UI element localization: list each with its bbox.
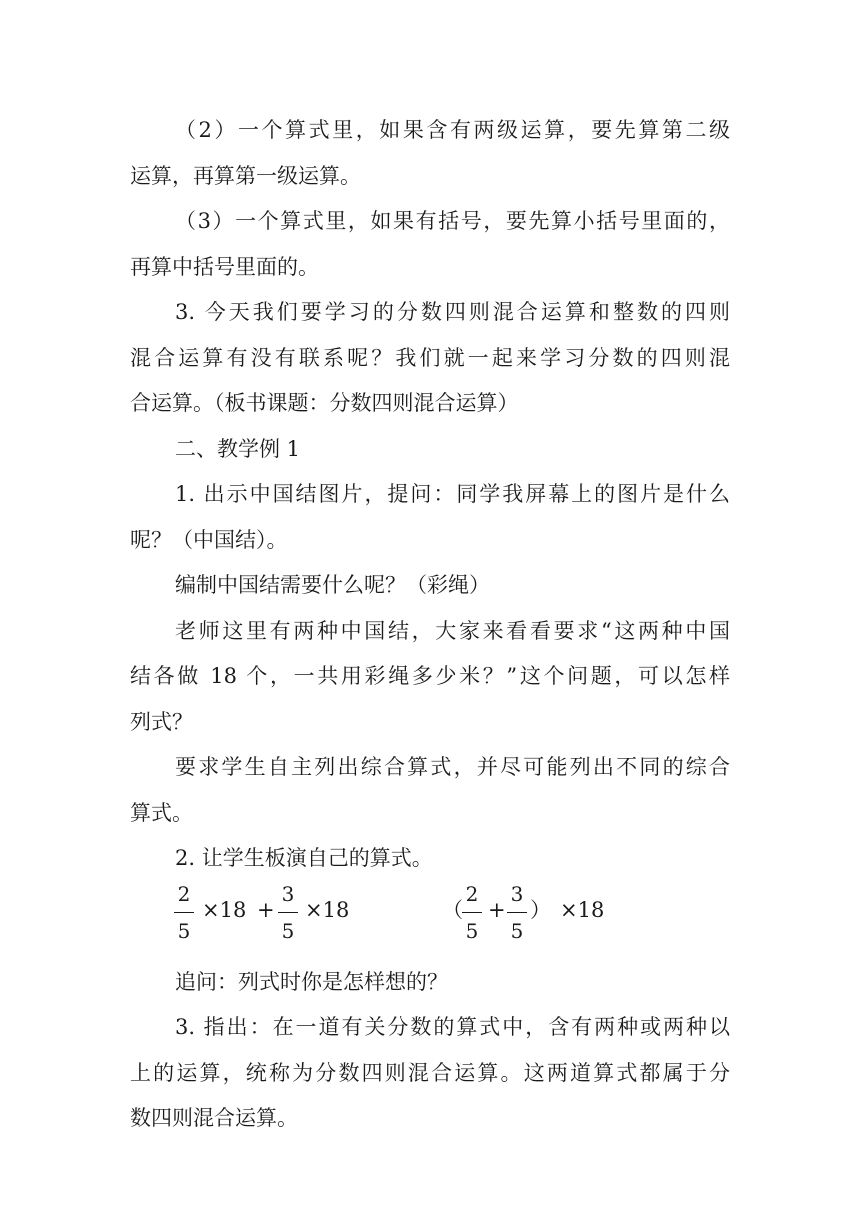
text-line: 编制中国结需要什么呢？（彩绳） [175,573,490,597]
paragraph-intro [130,290,730,427]
paragraph-follow-up [130,960,730,1006]
right-paren: ） [530,897,551,922]
text-line: 呢？（中国结）。 [130,527,288,552]
fraction [460,882,484,943]
paragraph-problem [130,609,730,746]
text-line: （2）一个算式里，如果含有两级运算，要先算第二级 [175,118,730,142]
fraction-bar [462,912,482,913]
text-line: 追问：列式时你是怎样想的？ [175,969,448,994]
text-line: 算式。 [130,800,193,825]
numerator: 2 [465,881,479,906]
text-line: 列式？ [130,709,193,734]
fraction [276,882,300,943]
operator-times: ×18 [202,897,247,922]
paragraph-conclusion [130,1005,730,1142]
text-line: 2. 让学生板演自己的算式。 [175,846,433,870]
text-line: 老师这里有两种中国结，大家来看看要求“这两种中国 [175,618,730,643]
section-heading [130,427,730,473]
formula-row [130,882,730,960]
operator-times: ×18 [305,897,350,922]
text-line: 3. 指出：在一道有关分数的算式中，含有两种或两种以 [175,1015,730,1039]
denominator: 5 [465,918,479,943]
text-line: 结各做 18 个，一共用彩绳多少米？”这个问题，可以怎样 [130,664,730,688]
denominator: 5 [177,918,191,943]
operator-plus: + [257,897,275,922]
paragraph-board [130,836,730,882]
fraction [505,882,529,943]
operator-plus: + [488,897,506,922]
fraction-bar [278,912,298,913]
paragraph-show-picture [130,472,730,563]
numerator: 3 [510,881,524,906]
text-line: 合运算。（板书课题：分数四则混合运算） [130,391,519,415]
text-line: 1. 出示中国结图片，提问：同学我屏幕上的图片是什么 [175,482,730,506]
text-line: 运算，再算第一级运算。 [130,163,361,188]
paragraph-rule-3 [130,199,730,290]
denominator: 5 [281,918,295,943]
denominator: 5 [510,918,524,943]
paragraph-question [130,563,730,609]
fraction-bar [174,912,194,913]
text-line: 混合运算有没有联系呢？我们就一起来学习分数的四则混 [130,345,730,370]
text-line: 数四则混合运算。 [130,1106,298,1130]
text-line: 上的运算，统称为分数四则混合运算。这两道算式都属于分 [130,1060,730,1085]
document-body [130,108,730,1142]
numerator: 3 [281,881,295,906]
text-line: 3. 今天我们要学习的分数四则混合运算和整数的四则 [175,300,730,324]
fraction [172,882,196,943]
text-line: 要求学生自主列出综合算式，并尽可能列出不同的综合 [175,755,730,779]
fraction-bar [507,912,527,913]
operator-times: ×18 [560,897,605,922]
paragraph-task [130,745,730,836]
text-line: 再算中括号里面的。 [130,254,319,279]
left-paren: （ [442,897,463,922]
heading-text: 二、教学例 1 [175,436,301,461]
text-line: （3）一个算式里，如果有括号，要先算小括号里面的， [175,209,730,233]
paragraph-rule-2 [130,108,730,199]
numerator: 2 [177,881,191,906]
